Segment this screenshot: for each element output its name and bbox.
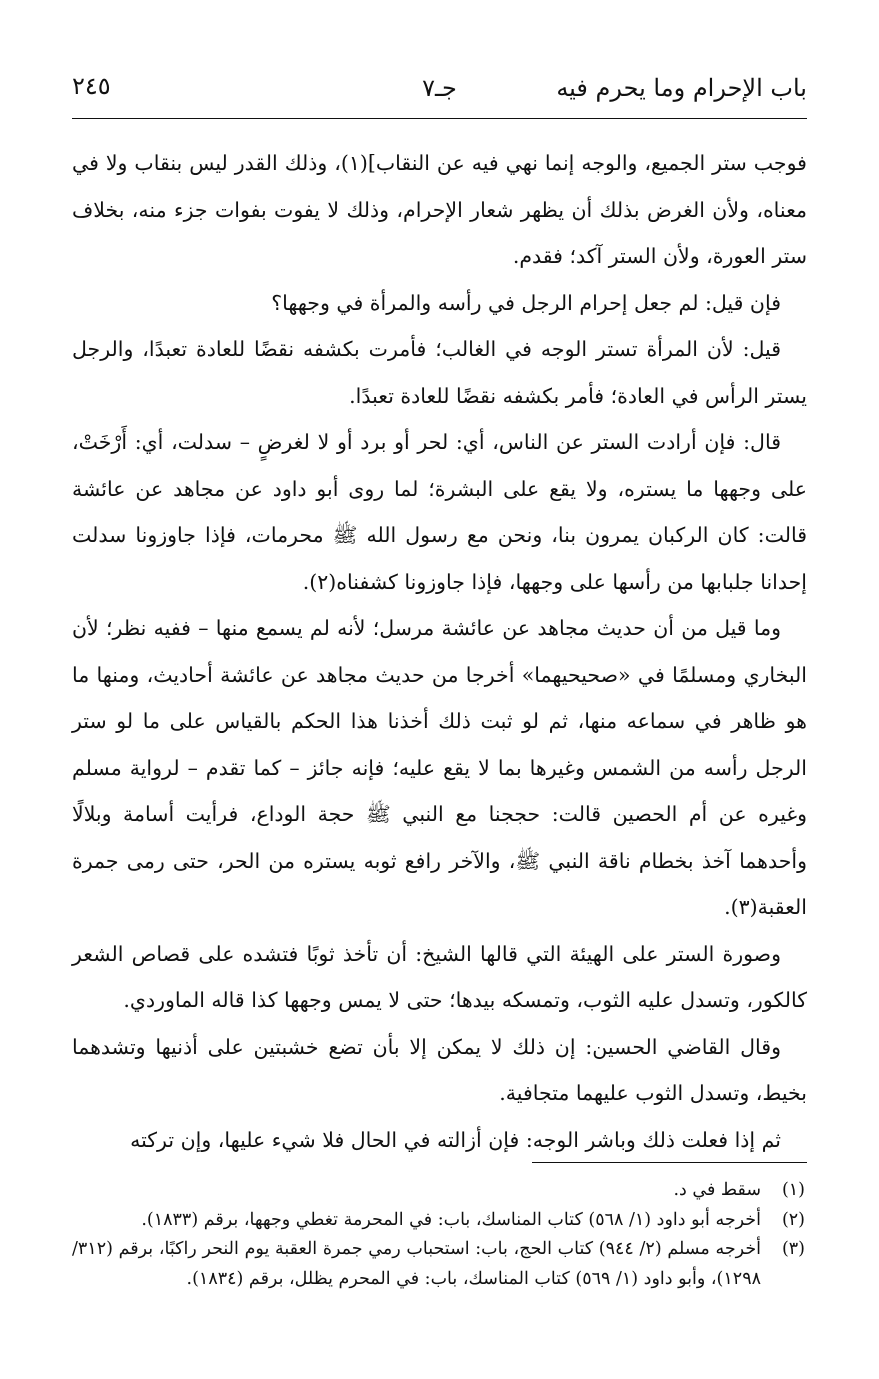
- paragraph: ثم إذا فعلت ذلك وباشر الوجه: فإن أزالته في الحال فلا شيء عليها، وإن تركته: [130, 1127, 781, 1152]
- page-number: ٢٤٥: [72, 72, 111, 100]
- footnote-text: أخرجه مسلم (٢/ ٩٤٤) كتاب الحج، باب: استحباب رمي جمرة العقبة يوم النحر راكبًا، برقم (٣١٢/ ١٢٩٨)، وأبو داود (١/ ٥٦٩) كتاب المناسك، باب: في المحرم يظلل، برقم (١٨٣٤).: [72, 1239, 761, 1289]
- footnotes: [72, 1176, 807, 1294]
- paragraph: وما قيل من أن حديث مجاهد عن عائشة مرسل؛ لأنه لم يسمع منها – ففيه نظر؛ لأن البخاري ومسلمًا في «صحيحيهما» أخرجا من حديث مجاهد عن عائشة أحاديث، ومنها ما هو ظاهر في سماعه منها، ثم لو ثبت ذلك أخذنا هذا الحكم بالقياس على ما لو ستر الرجل رأسه من الشمس وغيرها بما لا يقع عليه؛ فإنه جائز – كما تقدم – لرواية مسلم وغيره عن أم الحصين قالت: حججنا مع النبي ﷺ حجة الوداع، فرأيت أسامة وبلالًا وأحدهما آخذ بخطام ناقة النبي ﷺ، والآخر رافع ثوبه يستره من الحر، حتى رمى جمرة العقبة(٣).: [72, 616, 807, 919]
- paragraph: فإن قيل: لم جعل إحرام الرجل في رأسه والمرأة في وجهها؟: [271, 290, 781, 315]
- footnote-number: (٣): [781, 1239, 805, 1259]
- paragraph: وصورة الستر على الهيئة التي قالها الشيخ: أن تأخذ ثوبًا فتشده على قصاص الشعر كالكور، وتسدل عليه الثوب، وتمسكه بيدها؛ حتى لا يمس وجهها كذا قاله الماوردي.: [72, 941, 807, 1012]
- footnote-number: (٢): [781, 1209, 805, 1230]
- footnote-text: أخرجه أبو داود (١/ ٥٦٨) كتاب المناسك، باب: في المحرمة تغطي وجهها، برقم (١٨٣٣).: [141, 1209, 761, 1230]
- footnote-separator: [532, 1162, 807, 1163]
- volume-number: جـ٧: [422, 74, 457, 102]
- footnote-number: (١): [781, 1180, 805, 1200]
- footnote: [72, 1206, 807, 1236]
- footnote-text: سقط في د.: [673, 1180, 761, 1200]
- main-text: [72, 140, 807, 1163]
- paragraph: وقال القاضي الحسين: إن ذلك لا يمكن إلا بأن تضع خشبتين على أذنيها وتشدهما بخيط، وتسدل الثوب عليهما متجافية.: [72, 1034, 807, 1105]
- paragraph: قيل: لأن المرأة تستر الوجه في الغالب؛ فأمرت بكشفه نقضًا للعادة تعبدًا، والرجل يستر الرأس في العادة؛ فأمر بكشفه نقضًا للعادة تعبدًا.: [72, 337, 807, 408]
- footnote: [72, 1235, 807, 1294]
- paragraph: قال: فإن أرادت الستر عن الناس، أي: لحر أو برد أو لا لغرضٍ – سدلت، أي: أَرْخَتْ، على وجهها ما يستره، ولا يقع على البشرة؛ لما روى أبو داود عن مجاهد عن عائشة قالت: كان الركبان يمرون بنا، ونحن مع رسول الله ﷺ محرمات، فإذا جاوزونا سدلت إحدانا جلبابها من رأسها على وجهها، فإذا جاوزونا كشفناه(٢).: [72, 430, 807, 594]
- chapter-title: باب الإحرام وما يحرم فيه: [556, 74, 807, 102]
- footnote: [72, 1176, 807, 1206]
- header-rule: [72, 118, 807, 119]
- paragraph: فوجب ستر الجميع، والوجه إنما نهي فيه عن النقاب](١)، وذلك القدر ليس بنقاب ولا في معناه، ولأن الغرض بذلك أن يظهر شعار الإحرام، وذلك لا يفوت بفوات جزء منه، بخلاف ستر العورة، ولأن الستر آكد؛ فقدم.: [72, 151, 807, 268]
- running-header: [72, 64, 807, 104]
